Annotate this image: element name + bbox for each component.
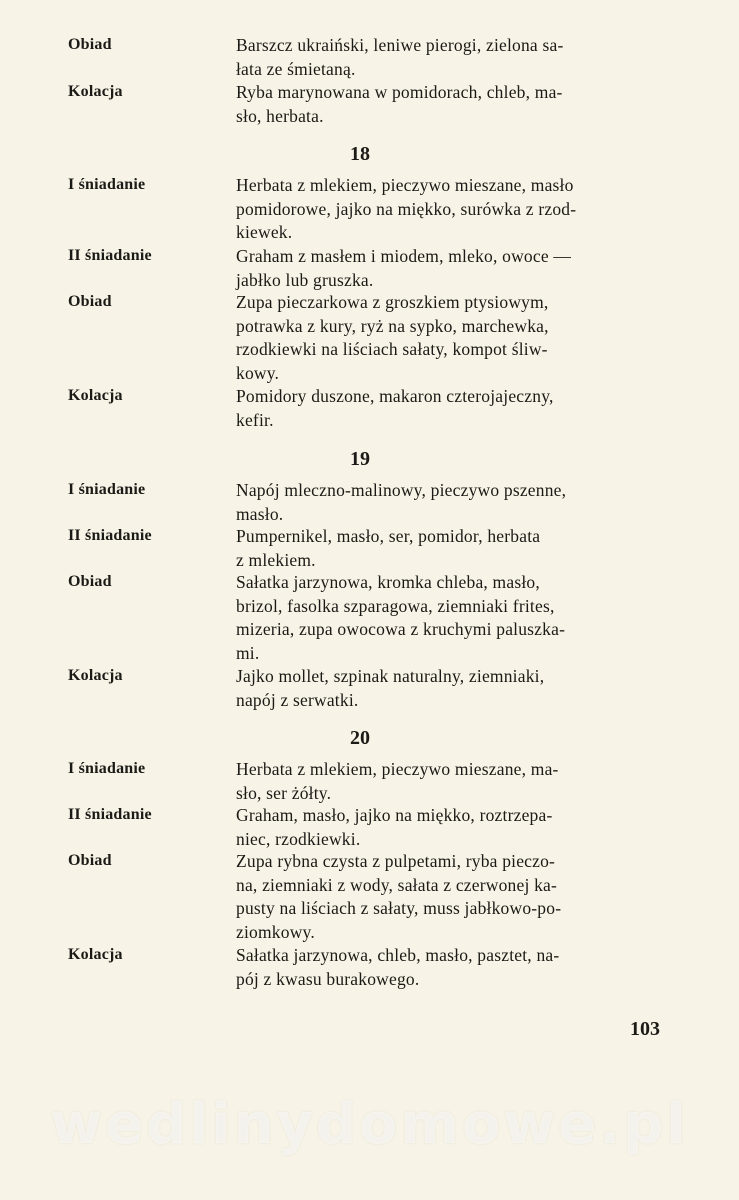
meal-description: Jajko mollet, szpinak naturalny, ziemniaki, napój z serwatki. — [236, 666, 545, 710]
meal-description: Herbata z mlekiem, pieczywo mieszane, ma- sło, ser żółty. — [236, 759, 559, 803]
meal-description: Sałatka jarzynowa, kromka chleba, masło, brizol, fasolka szparagowa, ziemniaki frites, mizeria, zupa owocowa z kruchymi paluszka- mi. — [236, 572, 566, 663]
meal-label-obiad: Obiad — [68, 573, 112, 590]
meal-label-kolacja: Kolacja — [68, 946, 123, 963]
meal-description: Pomidory duszone, makaron czterojajeczny, kefir. — [236, 386, 554, 430]
meal-label-kolacja: Kolacja — [68, 667, 123, 684]
day-number-20: 20 — [350, 727, 370, 749]
watermark: wedlinydomowe.pl — [50, 1092, 689, 1157]
day-number-18: 18 — [350, 143, 370, 165]
meal-label-obiad: Obiad — [68, 293, 112, 310]
meal-label-first-breakfast: I śniadanie — [68, 760, 146, 777]
page-number: 103 — [630, 1018, 660, 1040]
meal-label-kolacja: Kolacja — [68, 83, 123, 100]
meal-label-second-breakfast: II śniadanie — [68, 527, 152, 544]
meal-label-first-breakfast: I śniadanie — [68, 481, 146, 498]
meal-description: Graham z masłem i miodem, mleko, owoce — jabłko lub gruszka. — [236, 246, 572, 290]
meal-description: Barszcz ukraiński, leniwe pierogi, zielona sa- łata ze śmietaną. — [236, 35, 564, 79]
meal-description: Napój mleczno-malinowy, pieczywo pszenne, masło. — [236, 480, 567, 524]
meal-description: Zupa rybna czysta z pulpetami, ryba pieczo- na, ziemniaki z wody, sałata z czerwonej ka- pusty na liściach z sałaty, muss jabłkowo-po- ziomkowy. — [236, 851, 562, 942]
meal-description: Herbata z mlekiem, pieczywo mieszane, masło pomidorowe, jajko na miękko, surówka z rzod- kiewek. — [236, 175, 577, 242]
day-number-19: 19 — [350, 448, 370, 470]
meal-label-obiad: Obiad — [68, 852, 112, 869]
meal-label-second-breakfast: II śniadanie — [68, 247, 152, 264]
meal-label-obiad: Obiad — [68, 36, 112, 53]
meal-description: Zupa pieczarkowa z groszkiem ptysiowym, potrawka z kury, ryż na sypko, marchewka, rzodkiewki na liściach sałaty, kompot śliw- kowy. — [236, 292, 549, 383]
meal-label-kolacja: Kolacja — [68, 387, 123, 404]
meal-description: Graham, masło, jajko na miękko, roztrzepa- niec, rzodkiewki. — [236, 805, 553, 849]
meal-description: Pumpernikel, masło, ser, pomidor, herbata z mlekiem. — [236, 526, 541, 570]
meal-description: Ryba marynowana w pomidorach, chleb, ma- sło, herbata. — [236, 82, 563, 126]
meal-label-first-breakfast: I śniadanie — [68, 176, 146, 193]
meal-label-second-breakfast: II śniadanie — [68, 806, 152, 823]
meal-description: Sałatka jarzynowa, chleb, masło, pasztet, na- pój z kwasu burakowego. — [236, 945, 560, 989]
